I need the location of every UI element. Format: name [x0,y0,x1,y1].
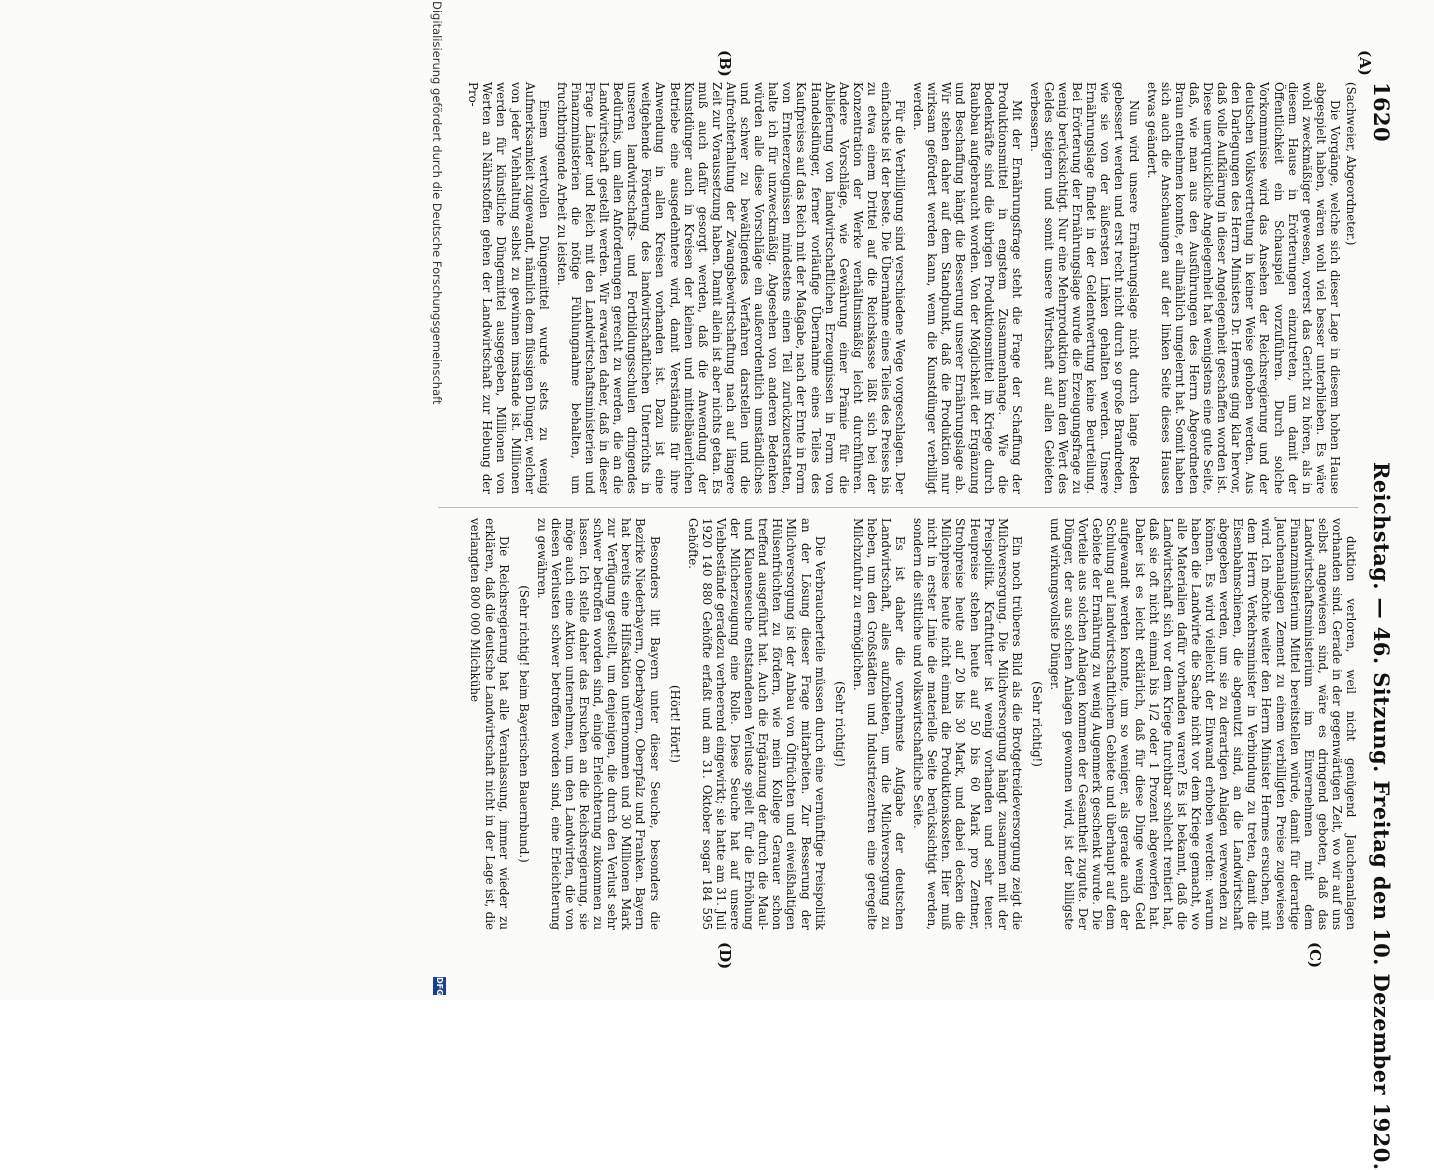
page-title: Reichstag. — 46. Sitzung. Freitag den 10. Dezember 1920. [1369,462,1394,1170]
interjection: (Hört! Hört!) [667,685,682,763]
credit-text: Digitalisierung gefördert durch die Deutsche Forschungsgemeinschaft [430,1,444,405]
paragraph: duktion verloren, weil nicht genügend Jauchenanlagen vorhanden sind. Gerade in der gegenwärtigen Zeit, wo wir auf uns selbst angewiesen sind, wäre es dringend geboten, daß das Landwirtschaftsministerium im Einvernehmen mit dem Finanzministerium Mittel bereitstellen würde, damit für derartige Jauchenanlagen Zement zu einem verbilligten Preise zugewiesen wird. Ich möchte weiter den Herrn Minister Hermes ersuchen, mit dem Herrn Verkehrsminister in Verbindung zu treten, damit die Eisenbahnschienen, die abgenutzt sind, an die Landwirtschaft abgegeben werden, um sie zu derartigen Anlagen verwenden zu können. Es wird vielleicht der Einwand erhoben werden: warum haben die Landwirte die Sache nicht vor dem Kriege gemacht, wo alle Materialien dafür vorhanden waren? Es ist bekannt, daß die Landwirtschaft sich vor dem Kriege furchtbar schlecht rentiert hat, daß sie oft nicht einmal bis 1/2 oder 1 Prozent abgeworfen hat. Daher ist es leicht erklärlich, daß für diese Dinge wenig Geld aufgewandt werden konnte, um so weniger, als gerade auch der Schulung auf landwirtschaftlichem Gebiete und überhaupt auf dem Gebiete der Ernährung zu wenig Augenmerk geschenkt wurde. Die Vorteile aus solchen Anlagen kommen der Gesamtheit zugute. Der Dünger, der aus solchen Anlagen gewonnen wird, ist der billigste und wirkungsvollste Dünger. [1048,518,1358,930]
margin-marker-d: (D) [716,942,734,970]
speaker-note: (Sachweier, Abgeordneter.) [1344,82,1358,246]
paragraph: Ein noch trüberes Bild als die Brotgetreideversorgung zeigt die Milchversorgung. Die Milchversorgung hängt zusammen mit der Preispolitik. Kraftfutter ist wenig vorhanden und sehr teuer. Heupreise stehen heute auf 50 bis 60 Mark pro Zentner, Strohpreise heute auf 20 bis 30 Mark, und dabei decken die Milchpreise heute nicht einmal die Produktionskosten. Hier muß nicht in erster Linie die materielle Seite berücksichtigt werden, sondern die sittliche und volkswirtschaftliche Seite. [911,518,1024,930]
dfg-logo [433,977,446,995]
paragraph: Die Verbraucherteile müssen durch eine vernünftige Preispolitik an der Lösung dieser Frage mitarbeiten. Zur Besserung der Milchversorgung ist der Anbau von Ölfrüchten und eiweißhaltigen Hülsenfrüchten zu fördern, wie mein Kollege Gerauer schon treffend ausgeführt hat. Auch die Ergänzung der durch die Maul- und Klauenseuche entstandenen Verluste spielt für die Erhöhung der Milcherzeugung eine Rolle. Diese Seuche hat auf unsere Viehbestände geradezu verheerend eingewirkt; sie hatte am 31. Juli 1920 140 880 Gehöfte erfaßt und am 31. Oktober sogar 184 595 Gehöfte. [685,518,827,930]
paragraph: Die Vorgänge, welche sich dieser Lage in diesem hohen Hause abgespielt haben, wären wohl viel besser unterblieben. Es wäre wohl zweckmäßiger gewesen, vorerst das Gericht zu hören, als in diesem Hause in Erörterungen einzutreten, um damit der Öffentlichkeit ein Schauspiel vorzuführen. Durch solche Vorkommnisse wird das Ansehen der Reichsregierung und der deutschen Volksvertretung in keiner Weise gehoben werden. Aus den Darlegungen des Herrn Ministers Dr. Hermes ging klar hervor, daß volle Aufklärung in dieser Angelegenheit geschaffen worden ist. Diese unerquickliche Angelegenheit hat wenigstens eine gute Seite, daß, wie man aus den Ausführungen des Herrn Abgeordneten Braun entnehmen konnte, er allmählich umgelernt hat. Somit haben sich auch die Anschauungen auf der linken Seite dieses Hauses etwas geändert. [1144,82,1342,494]
paragraph: Mit der Ernährungsfrage steht die Frage der Schaffung der Produktionsmittel in engstem Zusammenhange. Wie die Bodenkräfte sind die übrigen Produktionsmittel im Kriege durch Raubbau aufgebraucht worden. Von der Möglichkeit der Ergänzung und Beschaffung hängt die Besserung unserer Ernährungslage ab. Wir stehen daher auf dem Standpunkt, daß die Produktion nur wirksam gefördert werden kann, wenn die Kunstdünger verbilligt werden. [911,82,1024,494]
paragraph: Besonders litt Bayern unter dieser Seuche, besonders die Bezirke Niederbayern, Oberbayern, Oberpfalz und Franken. Bayern hat bereits eine Hilfsaktion unternommen und 30 Millionen Mark zur Verfügung gestellt, um denjenigen, die durch den Verlust sehr schwer betroffen worden sind, einige Erleichterung zukommen zu lassen. Ich stelle daher das Ersuchen an die Reichsregierung, sie möge auch eine Aktion unternehmen, um den Landwirten, die von diesen Verlusten schwer betroffen worden sind, eine Erleichterung zu gewähren. [534,518,662,930]
margin-marker-a: (A) [1356,50,1374,76]
column-divider [438,507,1358,508]
interjection: (Sehr richtig!) [1029,681,1044,767]
interjection: (Sehr richtig!) [832,681,847,767]
left-column [462,82,1358,494]
logo-text: DFG [435,977,444,996]
paragraph: Einem wertvollen Düngemittel wurde stets zu wenig Aufmerksamkeit zugewandt, nämlich dem flüssigen Dünger, welcher von jeder Viehhaltung selbst zu gewinnen imstande ist. Millionen werden für künstliche Düngemittel ausgegeben, Millionen von Werten an Nährstoffen gehen der Landwirtschaft zur Hebung der Pro- [466,82,551,494]
digitization-credit [430,1,444,1001]
margin-marker-b: (B) [716,50,734,77]
paragraph: Es ist daher die vornehmste Aufgabe der deutschen Landwirtschaft, alles aufzubieten, um die Milchversorgung zu heben, um den Großstädten und Industriezentren eine geregelte Milchzufuhr zu ermöglichen. [850,518,908,930]
margin-marker-c: (C) [1306,942,1324,969]
paragraph: Für die Verbilligung sind verschiedene Wege vorgeschlagen. Der einfachste ist der beste. Die Übernahme eines Teiles des Preises bis zu etwa einem Drittel auf die Reichskasse läßt sich bei der Konzentration der Werke verhältnismäßig leicht durchführen. Andere Vorschläge, wie Gewährung einer Prämie für die Ablieferung von landwirtschaftlichen Erzeugnissen in Form von Handelsdünger, ferner vorläufige Übernahme eines Teiles des Kaufpreises auf das Reich mit der Maßgabe, nach der Ernte in Form von Ernteerzeugnissen mindestens einen Teil zurückzuerstatten, halte ich für unzweckmäßig. Abgesehen von anderen Bedenken würden alle diese Vorschläge ein außerordentlich umständliches und schwer zu bewältigendes Verfahren darstellen und die Aufrechterhaltung der Zwangsbewirtschaftung nach auf längere Zeit zur Voraussetzung haben. Damit allein ist aber nichts getan. Es muß auch dafür gesorgt werden, daß die Anwendung der Kunstdünger auch in Kreisen der kleinen und mittelbäuerlichen Betriebe eine ausgedehntere wird, damit Verständnis für ihre Anwendung in allen Kreisen vorhanden ist. Dazu ist eine weitgehende Förderung des landwirtschaftlichen Unterrichts in unseren landwirtschafts- und Fortbildungsschulen dringendes Bedürfnis, um allen Anforderungen gerecht zu werden, die an die Landwirtschaft gestellt werden. Wir erwarten daher, daß in dieser Frage Länder und Reich mit den Landwirtschaftsministerien und Finanzministerien die nötige Fühlungnahme behalten, um fruchtbringende Arbeit zu leisten. [554,82,908,494]
paragraph: Nun wird unsere Ernährungslage nicht durch lange Reden gebessert werden und erst recht nicht durch so große Brandreden, wie sie von der äußersten Linken gehalten werden. Unsere Ernährungslage findet in der Geldentwertung keine Beurteilung. Bei Erörterung der Ernährungslage wurde die Erzeugungsfrage zu wenig berücksichtigt. Nur eine Mehrproduktion kann den Wert des Geldes steigern und somit unsere Wirtschaft auf allen Gebieten verbessern. [1027,82,1141,494]
right-column [464,518,1358,930]
paragraph: Die Reichsregierung hat alle Veranlassung, immer wieder zu erklären, daß die deutsche Landwirtschaft nicht in der Lage ist, die verlangten 800 000 Milchkühe [468,518,511,930]
page-header [1364,82,1394,1170]
page-number: 1620 [1369,82,1394,143]
interjection: (Sehr richtig! beim Bayerischen Bauernbund.) [516,585,531,863]
